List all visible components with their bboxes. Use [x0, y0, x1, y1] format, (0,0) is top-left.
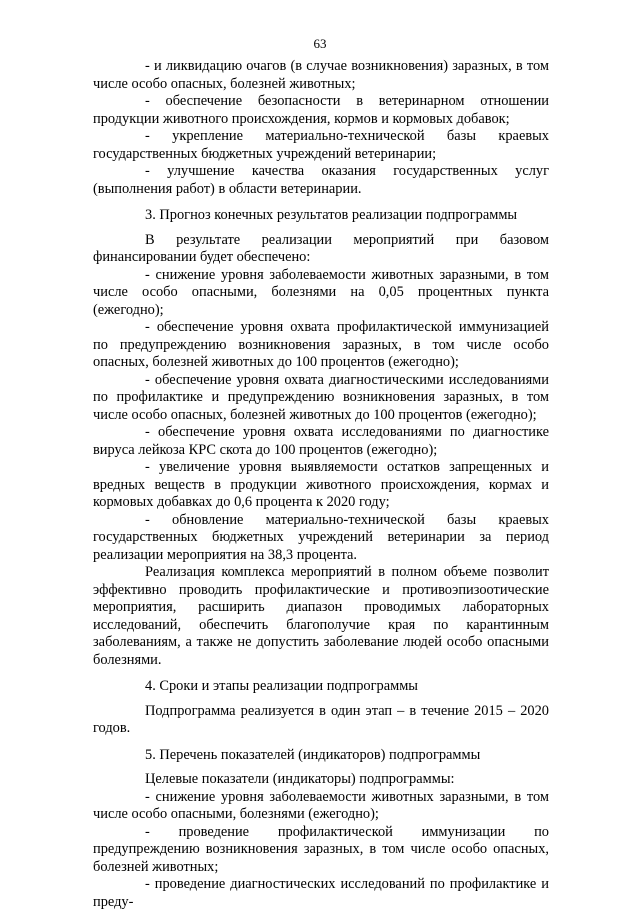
- body-paragraph: Целевые показатели (индикаторы) подпрограммы:: [145, 771, 455, 787]
- body-paragraph: - обеспечение уровня охвата профилактической иммунизацией по предупреждению возникновения заразных, в том числе особо опасных, болезней животных до 100 процентов (ежегодно);: [93, 319, 549, 370]
- body-paragraph: - обеспечение безопасности в ветеринарном отношении продукции животного происхождения, кормов и кормовых добавок;: [93, 93, 549, 127]
- section-heading: 3. Прогноз конечных результатов реализации подпрограммы: [145, 207, 518, 223]
- body-paragraph: - проведение профилактической иммунизации по предупреждению возникновения заразных, в том числе особо опасных, болезней животных;: [93, 823, 549, 875]
- document-body: [93, 58, 549, 911]
- body-paragraph: - обеспечение уровня охвата диагностическими исследованиями по профилактике и предупреждению возникновения заразных, в том числе особо опасных, болезней животных до 100 процентов (ежегодно);: [93, 371, 549, 423]
- body-paragraph: - обновление материально-технической базы краевых государственных бюджетных учреждений ветеринарии за период реализации мероприятия на 38,3 процента.: [93, 511, 549, 563]
- body-paragraph: В результате реализации мероприятий при базовом финансировании будет обеспечено:: [93, 231, 549, 265]
- body-paragraph: - снижение уровня заболеваемости животных заразными, в том числе особо опасными, болезнями (ежегодно);: [93, 788, 549, 822]
- section-heading: 5. Перечень показателей (индикаторов) подпрограммы: [145, 746, 481, 763]
- section-heading: 4. Сроки и этапы реализации подпрограммы: [145, 678, 418, 694]
- page-number: 63: [313, 36, 327, 51]
- body-paragraph: - улучшение качества оказания государственных услуг (выполнения работ) в области ветеринарии.: [93, 163, 549, 197]
- body-paragraph: - увеличение уровня выявляемости остатков запрещенных и вредных веществ в продукции животного происхождения, кормах и кормовых добавках до 0,6 процента к 2020 году;: [93, 459, 549, 510]
- body-paragraph: - проведение диагностических исследований по профилактике и преду-: [93, 876, 549, 910]
- body-paragraph: - укрепление материально-технической базы краевых государственных бюджетных учреждений ветеринарии;: [93, 128, 549, 162]
- body-paragraph: - обеспечение уровня охвата исследованиями по диагностике вируса лейкоза КРС скота до 100 процентов (ежегодно);: [93, 424, 549, 458]
- body-paragraph: Подпрограмма реализуется в один этап – в течение 2015 – 2020 годов.: [93, 702, 549, 736]
- body-paragraph: - и ликвидацию очагов (в случае возникновения) заразных, в том числе особо опасных, болезней животных;: [93, 58, 549, 92]
- body-paragraph: Реализация комплекса мероприятий в полном объеме позволит эффективно проводить профилактические и противоэпизоотические мероприятия, расширить диапазон проводимых лабораторных исследований, обеспечить благополучие края по карантинным заболеваниям, а также не допустить заболевание людей особо опасными болезнями.: [93, 564, 549, 668]
- body-paragraph: - снижение уровня заболеваемости животных заразными, в том числе особо опасными, болезнями на 0,05 процентных пункта (ежегодно);: [93, 266, 549, 318]
